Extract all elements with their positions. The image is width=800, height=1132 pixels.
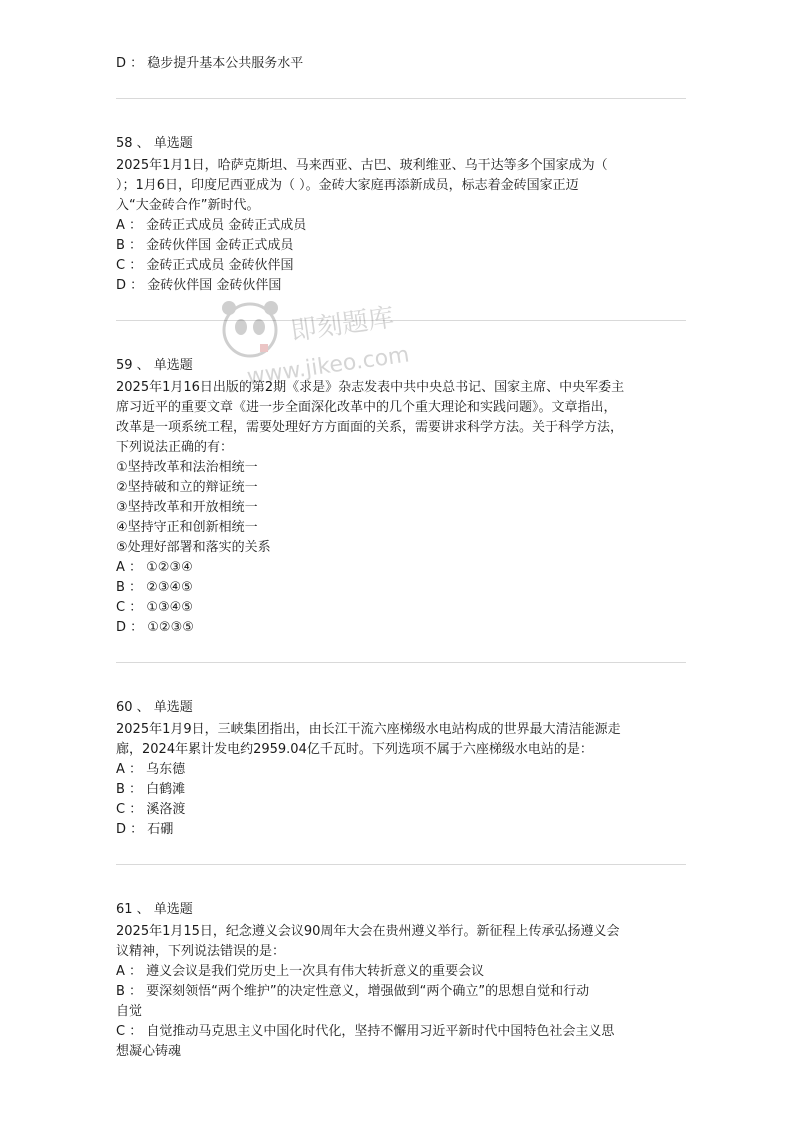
document-page: [116, 54, 686, 1062]
stem-line: 2025年1月1日，哈萨克斯坦、马来西亚、古巴、玻利维亚、乌干达等多个国家成为（: [116, 158, 608, 173]
stem-line: 2025年1月16日出版的第2期《求是》杂志发表中共中央总书记、国家主席、中央军委主: [116, 380, 625, 395]
stem-line: 2025年1月9日，三峡集团指出，由长江干流六座梯级水电站构成的世界最大清洁能源走: [116, 722, 621, 737]
stem-line: 2025年1月15日，纪念遵义会议90周年大会在贵州遵义举行。新征程上传承弘扬遵义会: [116, 924, 620, 939]
stem-line: 议精神，下列说法错误的是：: [116, 944, 286, 959]
stem-item: ③坚持改革和开放相统一: [116, 500, 258, 515]
option-c[interactable]: C ： 金砖正式成员 金砖伙伴国: [116, 258, 294, 273]
stem-line: 席习近平的重要文章《进一步全面深化改革中的几个重大理论和实践问题》。文章指出，: [116, 400, 617, 415]
option-b[interactable]: B ： 金砖伙伴国 金砖正式成员: [116, 238, 294, 253]
option-a[interactable]: A ： 遵义会议是我们党历史上一次具有伟大转折意义的重要会议: [116, 964, 485, 979]
question-58: [116, 134, 686, 296]
question-59: [116, 356, 686, 638]
option-c[interactable]: C ： ①③④⑤: [116, 600, 193, 615]
option-b[interactable]: B ： 白鹤滩: [116, 782, 186, 797]
option-d[interactable]: D ： 金砖伙伴国 金砖伙伴国: [116, 278, 282, 293]
option-b[interactable]: B ： ②③④⑤: [116, 580, 193, 595]
option-a[interactable]: A ： 金砖正式成员 金砖正式成员: [116, 218, 307, 233]
question-60: [116, 698, 686, 840]
stem-line: 廊，2024年累计发电约2959.04亿千瓦时。下列选项不属于六座梯级水电站的是：: [116, 742, 593, 757]
option-b[interactable]: B ： 要深刻领悟“两个维护”的决定性意义，增强做到“两个确立”的思想自觉和行动: [116, 984, 590, 999]
question-header: 58 、 单选题: [116, 136, 193, 151]
divider: [116, 662, 686, 663]
question-header: 59 、 单选题: [116, 358, 193, 373]
stem-item: ①坚持改革和法治相统一: [116, 460, 258, 475]
previous-question-tail: [116, 54, 686, 74]
question-61: [116, 900, 686, 1062]
option-a[interactable]: A ： ①②③④: [116, 560, 193, 575]
option-c-continued: 想凝心铸魂: [116, 1044, 182, 1059]
divider: [116, 320, 686, 321]
divider: [116, 98, 686, 99]
stem-line: 改革是一项系统工程，需要处理好方方面面的关系，需要讲求科学方法。关于科学方法，: [116, 420, 624, 435]
stem-line: 入“大金砖合作”新时代。: [116, 198, 260, 213]
option-d[interactable]: D ： 石硼: [116, 822, 174, 837]
option-a[interactable]: A ： 乌东德: [116, 762, 186, 777]
stem-item: ②坚持破和立的辩证统一: [116, 480, 258, 495]
option-b-continued: 自觉: [116, 1004, 143, 1019]
stem-item: ⑤处理好部署和落实的关系: [116, 540, 271, 555]
stem-line: 下列说法正确的有：: [116, 440, 234, 455]
option-c[interactable]: C ： 溪洛渡: [116, 802, 186, 817]
question-header: 60 、 单选题: [116, 700, 193, 715]
stem-item: ④坚持守正和创新相统一: [116, 520, 258, 535]
option-c[interactable]: C ： 自觉推动马克思主义中国化时代化，坚持不懈用习近平新时代中国特色社会主义思: [116, 1024, 615, 1039]
divider: [116, 864, 686, 865]
question-header: 61 、 单选题: [116, 902, 193, 917]
stem-line: ）；1月6日，印度尼西亚成为（ ）。金砖大家庭再添新成员，标志着金砖国家正迈: [116, 178, 579, 193]
watermark-brand: 即刻题库: [288, 302, 396, 347]
watermark-url: www.jikeo.com: [245, 342, 411, 390]
option-d[interactable]: D ： ①②③⑤: [116, 620, 194, 635]
option-d: D ： 稳步提升基本公共服务水平: [116, 56, 304, 71]
